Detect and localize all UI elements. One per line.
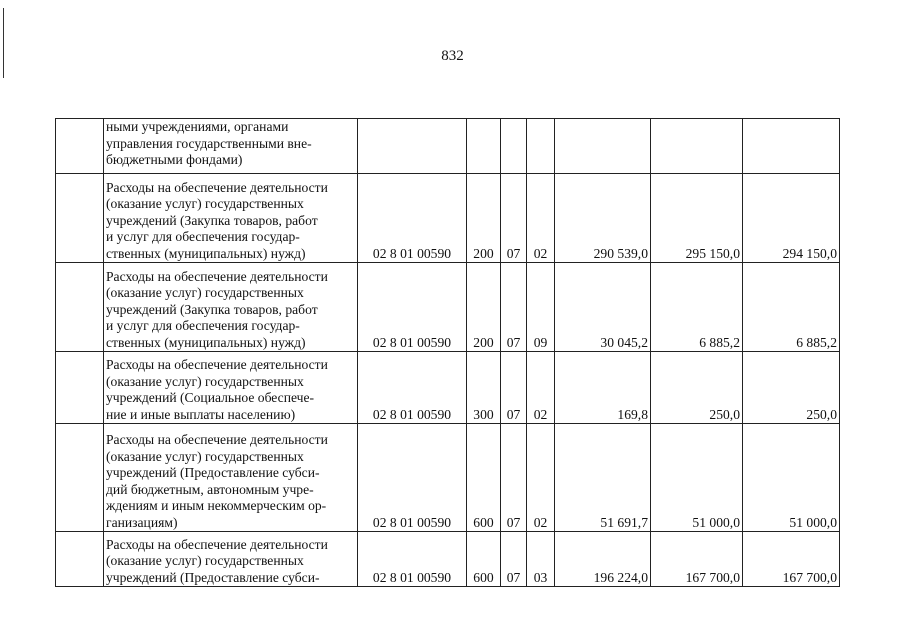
table-row xyxy=(56,174,840,263)
table-row xyxy=(56,424,840,532)
name-line: ными учреждениями, органами xyxy=(106,119,289,134)
amount-year1-cell: 51 691,7 xyxy=(555,424,651,532)
expense-name-cell xyxy=(104,174,358,263)
section-cell xyxy=(501,119,527,174)
target-code-cell: 02 8 01 00590 xyxy=(358,174,467,263)
subsection-cell: 02 xyxy=(527,174,555,263)
table-body xyxy=(56,119,840,587)
expense-name-cell xyxy=(104,352,358,424)
section-cell: 07 xyxy=(501,532,527,587)
budget-table xyxy=(55,118,840,587)
name-line: (оказание услуг) государственных xyxy=(106,553,304,568)
target-code-cell: 02 8 01 00590 xyxy=(358,263,467,352)
row-number-cell xyxy=(56,532,104,587)
expense-type-cell: 300 xyxy=(467,352,501,424)
row-number-cell xyxy=(56,424,104,532)
target-code-cell xyxy=(358,119,467,174)
row-number-cell xyxy=(56,263,104,352)
amount-year3-cell: 250,0 xyxy=(743,352,840,424)
name-line: Расходы на обеспечение деятельности xyxy=(106,357,328,372)
name-line: ственных (муниципальных) нужд) xyxy=(106,334,306,350)
amount-year2-cell: 6 885,2 xyxy=(651,263,743,352)
amount-year1-cell: 169,8 xyxy=(555,352,651,424)
name-line: (оказание услуг) государственных xyxy=(106,373,304,389)
amount-year2-cell: 167 700,0 xyxy=(651,532,743,587)
amount-year1-cell: 196 224,0 xyxy=(555,532,651,587)
name-line: ганизациям) xyxy=(106,514,178,530)
name-line: (оказание услуг) государственных xyxy=(106,196,304,211)
expense-type-cell: 600 xyxy=(467,424,501,532)
table-row xyxy=(56,532,840,587)
name-line: учреждений (Предоставление субси- xyxy=(106,569,320,585)
section-cell: 07 xyxy=(501,424,527,532)
page-number: 832 xyxy=(441,48,464,64)
amount-year2-cell: 51 000,0 xyxy=(651,424,743,532)
section-cell: 07 xyxy=(501,174,527,263)
expense-name-cell xyxy=(104,424,358,532)
name-line: Расходы на обеспечение деятельности xyxy=(106,179,328,195)
amount-year2-cell: 250,0 xyxy=(651,352,743,424)
expense-type-cell xyxy=(467,119,501,174)
amount-year3-cell: 51 000,0 xyxy=(743,424,840,532)
name-line: Расходы на обеспечение деятельности xyxy=(106,268,328,284)
name-line: учреждений (Закупка товаров, работ xyxy=(106,212,318,228)
amount-year1-cell: 30 045,2 xyxy=(555,263,651,352)
expense-name-cell xyxy=(104,263,358,352)
subsection-cell: 09 xyxy=(527,263,555,352)
expense-name-cell xyxy=(104,119,358,174)
scan-edge-line xyxy=(3,8,4,78)
amount-year3-cell: 6 885,2 xyxy=(743,263,840,352)
expense-type-cell: 200 xyxy=(467,263,501,352)
amount-year3-cell: 294 150,0 xyxy=(743,174,840,263)
subsection-cell: 02 xyxy=(527,352,555,424)
row-number-cell xyxy=(56,119,104,174)
name-line: учреждений (Социальное обеспече- xyxy=(106,390,315,405)
amount-year2-cell xyxy=(651,119,743,174)
row-number-cell xyxy=(56,174,104,263)
amount-year2-cell: 295 150,0 xyxy=(651,174,743,263)
table-row xyxy=(56,352,840,424)
expense-type-cell: 200 xyxy=(467,174,501,263)
name-line: дий бюджетным, автономным учре- xyxy=(106,481,314,497)
name-line: ственных (муниципальных) нужд) xyxy=(106,245,306,261)
expense-name-cell xyxy=(104,532,358,587)
table-row xyxy=(56,263,840,352)
name-line: и услуг для обеспечения государ- xyxy=(106,229,300,244)
amount-year3-cell xyxy=(743,119,840,174)
name-line: учреждений (Предоставление субси- xyxy=(106,465,320,480)
row-number-cell xyxy=(56,352,104,424)
table-row xyxy=(56,119,840,174)
section-cell: 07 xyxy=(501,352,527,424)
name-line: ние и иные выплаты населению) xyxy=(106,406,296,422)
amount-year1-cell: 290 539,0 xyxy=(555,174,651,263)
amount-year1-cell xyxy=(555,119,651,174)
name-line: учреждений (Закупка товаров, работ xyxy=(106,301,318,317)
amount-year3-cell: 167 700,0 xyxy=(743,532,840,587)
name-line: (оказание услуг) государственных xyxy=(106,285,304,300)
name-line: Расходы на обеспечение деятельности xyxy=(106,432,328,447)
target-code-cell: 02 8 01 00590 xyxy=(358,424,467,532)
section-cell: 07 xyxy=(501,263,527,352)
subsection-cell: 02 xyxy=(527,424,555,532)
name-line: (оказание услуг) государственных xyxy=(106,448,304,464)
subsection-cell xyxy=(527,119,555,174)
expense-type-cell: 600 xyxy=(467,532,501,587)
name-line: бюджетными фондами) xyxy=(106,152,243,167)
name-line: управления государственными вне- xyxy=(106,135,312,151)
name-line: Расходы на обеспечение деятельности xyxy=(106,536,328,552)
subsection-cell: 03 xyxy=(527,532,555,587)
name-line: и услуг для обеспечения государ- xyxy=(106,318,300,333)
name-line: ждениям и иным некоммерческим ор- xyxy=(106,498,327,513)
target-code-cell: 02 8 01 00590 xyxy=(358,532,467,587)
target-code-cell: 02 8 01 00590 xyxy=(358,352,467,424)
